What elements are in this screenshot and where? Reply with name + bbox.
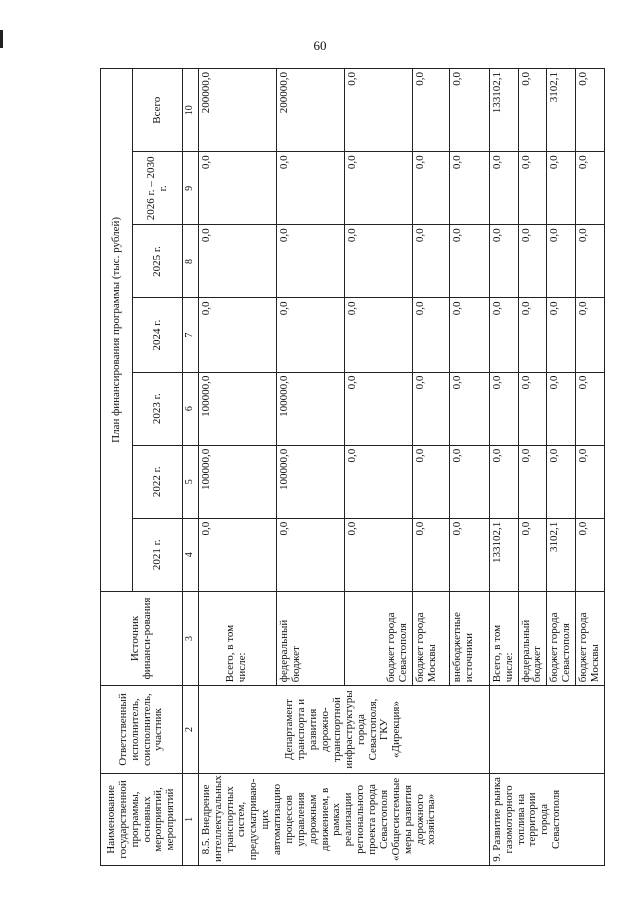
value-cell: 0,0	[518, 298, 547, 372]
value-cell: 0,0	[276, 298, 344, 372]
value-cell: 100000,0	[198, 372, 276, 445]
value-cell: 0,0	[489, 445, 518, 518]
header-plan-group: План финансирования программы (тыс. рублей)	[101, 69, 133, 592]
value-cell: 100000,0	[198, 445, 276, 518]
value-cell: 0,0	[344, 152, 412, 225]
value-cell: 0,0	[518, 225, 547, 298]
header-year-2025: 2025 г.	[133, 225, 183, 298]
left-margin-mark	[0, 30, 3, 48]
col-number: 1	[183, 773, 199, 865]
value-cell: 0,0	[412, 225, 449, 298]
table-row	[489, 69, 518, 866]
value-cell: 0,0	[344, 69, 412, 152]
value-cell: 0,0	[489, 298, 518, 372]
col-number: 9	[183, 152, 199, 225]
header-year-2024: 2024 г.	[133, 298, 183, 372]
value-cell: 0,0	[547, 445, 576, 518]
value-cell: 3102,1	[547, 518, 576, 591]
section-9-name: 9. Развитие рынка газомоторного топлива на территории города Севастополя	[489, 773, 604, 865]
value-cell: 0,0	[198, 152, 276, 225]
value-cell: 0,0	[576, 225, 605, 298]
source-label: бюджет города Москвы	[576, 591, 605, 685]
value-cell: 0,0	[198, 225, 276, 298]
value-cell: 0,0	[576, 518, 605, 591]
value-cell: 0,0	[518, 152, 547, 225]
header-year-2021: 2021 г.	[133, 518, 183, 591]
col-number: 6	[183, 372, 199, 445]
table-row	[198, 69, 276, 866]
col-number: 4	[183, 518, 199, 591]
value-cell: 0,0	[449, 372, 489, 445]
value-cell: 0,0	[518, 69, 547, 152]
value-cell: 200000,0	[198, 69, 276, 152]
value-cell: 0,0	[518, 518, 547, 591]
value-cell: 200000,0	[276, 69, 344, 152]
value-cell: 0,0	[489, 152, 518, 225]
header-responsible: Ответственный исполнитель, соисполнитель, участник	[101, 686, 183, 774]
header-total: Всего	[133, 69, 183, 152]
value-cell: 0,0	[344, 445, 412, 518]
source-label: бюджет города Севастополя	[547, 591, 576, 685]
source-label: бюджет города Москвы	[412, 591, 449, 685]
section-8-5-name: 8.5. Внедрение интеллектуальных транспортных систем, предусматриваю-щих автоматизацию процессов управления дорожным движением, в рамках реализации регионального проекта города Севастополя «Общесистемные меры развития дорожного хозяйства»	[198, 773, 489, 865]
value-cell: 0,0	[547, 152, 576, 225]
value-cell: 0,0	[489, 372, 518, 445]
value-cell: 0,0	[449, 445, 489, 518]
value-cell: 133102,1	[489, 518, 518, 591]
value-cell: 100000,0	[276, 372, 344, 445]
value-cell: 0,0	[412, 298, 449, 372]
value-cell: 133102,1	[489, 69, 518, 152]
value-cell: 0,0	[198, 298, 276, 372]
header-year-2022: 2022 г.	[133, 445, 183, 518]
value-cell: 0,0	[518, 445, 547, 518]
section-9-responsible	[489, 686, 604, 774]
value-cell: 0,0	[276, 225, 344, 298]
value-cell: 0,0	[276, 518, 344, 591]
value-cell: 0,0	[449, 69, 489, 152]
value-cell: 0,0	[344, 372, 412, 445]
value-cell: 0,0	[518, 372, 547, 445]
value-cell: 0,0	[576, 372, 605, 445]
value-cell: 0,0	[576, 298, 605, 372]
value-cell: 0,0	[412, 445, 449, 518]
value-cell: 0,0	[547, 372, 576, 445]
header-source: Источник финанси-рования	[101, 591, 183, 685]
value-cell: 0,0	[276, 152, 344, 225]
header-year-2023: 2023 г.	[133, 372, 183, 445]
value-cell: 0,0	[449, 518, 489, 591]
value-cell: 0,0	[449, 298, 489, 372]
value-cell: 0,0	[412, 518, 449, 591]
value-cell: 0,0	[344, 298, 412, 372]
source-label: федеральный бюджет	[518, 591, 547, 685]
col-number: 7	[183, 298, 199, 372]
value-cell: 0,0	[576, 69, 605, 152]
value-cell: 0,0	[412, 372, 449, 445]
value-cell: 0,0	[412, 69, 449, 152]
source-label: внебюджетные источники	[449, 591, 489, 685]
source-label: федеральный бюджет	[276, 591, 344, 685]
value-cell: 0,0	[344, 225, 412, 298]
value-cell: 3102,1	[547, 69, 576, 152]
section-8-5-responsible: Департамент транспорта и развития дорожно-транспортной инфраструктуры города Севастополя, ГКУ «Дирекция»	[198, 686, 489, 774]
financing-plan-table	[100, 68, 605, 866]
col-number: 8	[183, 225, 199, 298]
value-cell: 0,0	[547, 298, 576, 372]
value-cell: 0,0	[489, 225, 518, 298]
source-label: бюджет города Севастополя	[344, 591, 412, 685]
col-number: 5	[183, 445, 199, 518]
value-cell: 0,0	[412, 152, 449, 225]
page-number: 60	[313, 38, 327, 53]
value-cell: 0,0	[576, 152, 605, 225]
value-cell: 0,0	[449, 225, 489, 298]
col-number: 2	[183, 686, 199, 774]
source-label: Всего, в том числе:	[198, 591, 276, 685]
value-cell: 0,0	[198, 518, 276, 591]
value-cell: 0,0	[449, 152, 489, 225]
header-year-2026-2030: 2026 г. – 2030 г.	[133, 152, 183, 225]
col-number: 3	[183, 591, 199, 685]
value-cell: 0,0	[344, 518, 412, 591]
col-number: 10	[183, 69, 199, 152]
value-cell: 0,0	[576, 445, 605, 518]
header-name: Наименование государственной программы, основных мероприятий, мероприятий	[101, 773, 183, 865]
source-label: Всего, в том числе:	[489, 591, 518, 685]
value-cell: 100000,0	[276, 445, 344, 518]
rotated-table-container	[100, 68, 601, 866]
value-cell: 0,0	[547, 225, 576, 298]
